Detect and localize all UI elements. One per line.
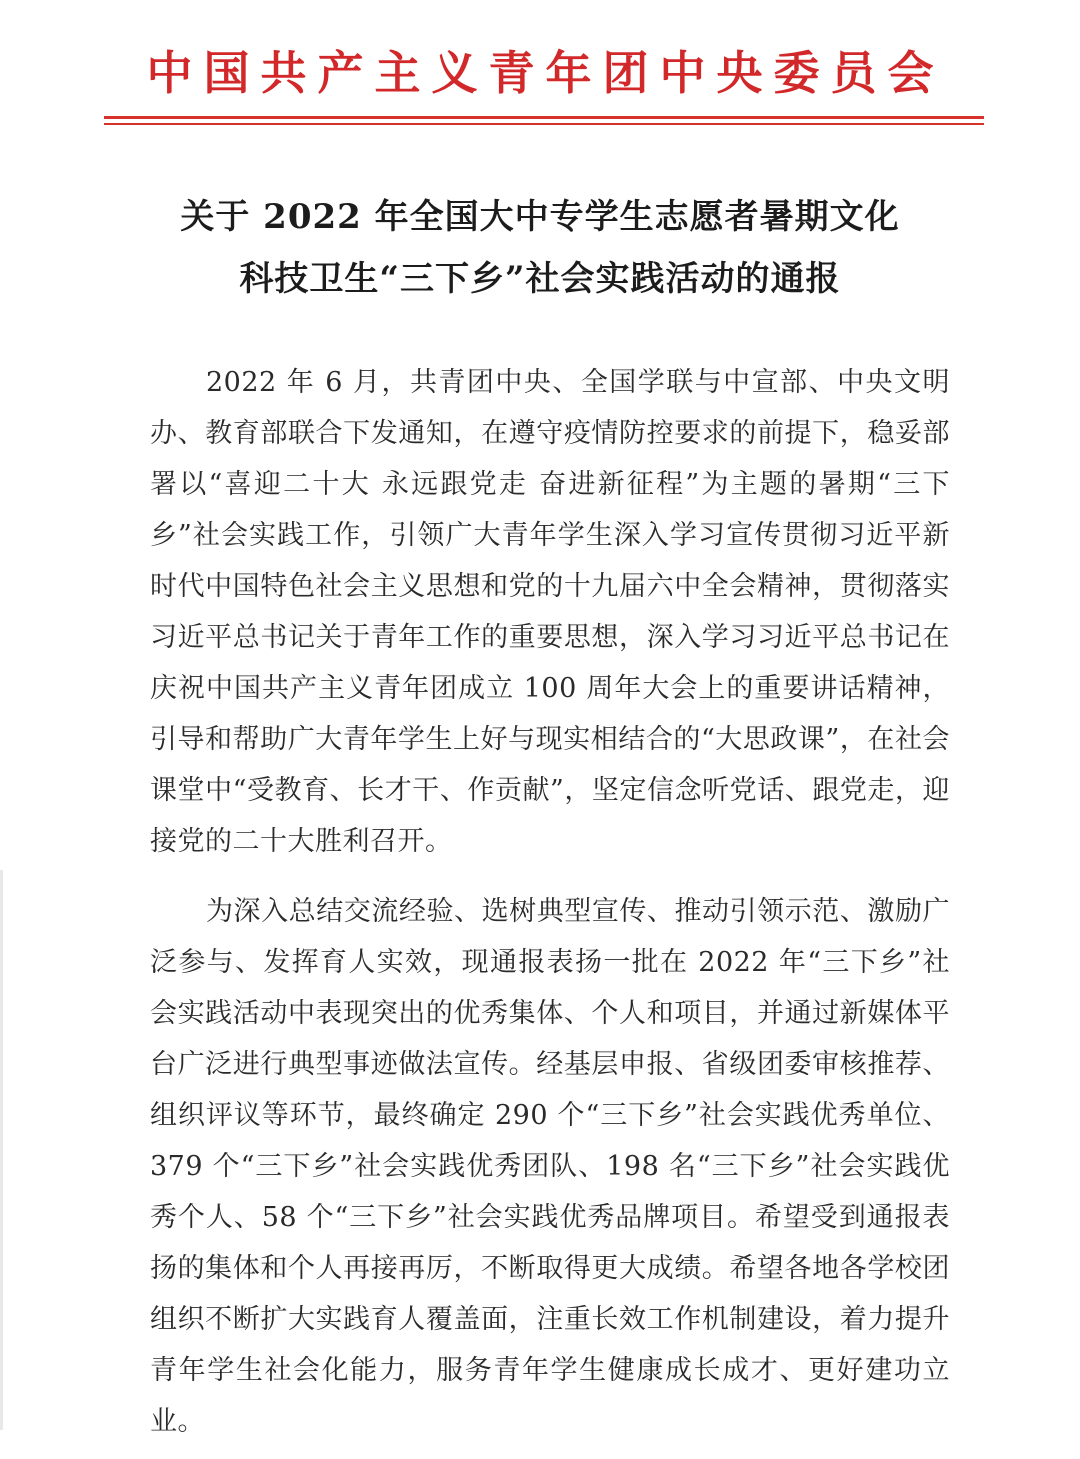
- document-title: [120, 186, 960, 310]
- letterhead-rule-thick: [104, 116, 984, 119]
- document-title-line-2: 科技卫生“三下乡”社会实践活动的通报: [239, 259, 841, 299]
- letterhead-organization: 中国共产主义青年团中央委员会: [146, 46, 945, 100]
- letterhead-rule-thin: [104, 123, 984, 125]
- document-title-line-1: 关于 2022 年全国大中专学生志愿者暑期文化: [180, 197, 900, 237]
- body-paragraph-1: 2022 年 6 月，共青团中央、全国学联与中宣部、中央文明办、教育部联合下发通知，在遵守疫情防控要求的前提下，稳妥部署以“喜迎二十大 永远跟党走 奋进新征程”为主题的暑期“三下乡”社会实践工作，引领广大青年学生深入学习宣传贯彻习近平新时代中国特色社会主义思想和党的十九届六中全会精神，贯彻落实习近平总书记关于青年工作的重要思想，深入学习习近平总书记在庆祝中国共产主义青年团成立 100 周年大会上的重要讲话精神，引导和帮助广大青年学生上好与现实相结合的“大思政课”，在社会课堂中“受教育、长才干、作贡献”，坚定信念听党话、跟党走，迎接党的二十大胜利召开。: [150, 367, 950, 857]
- scan-edge-shadow: [0, 870, 3, 1430]
- body-paragraph-2: 为深入总结交流经验、选树典型宣传、推动引领示范、激励广泛参与、发挥育人实效，现通报表扬一批在 2022 年“三下乡”社会实践活动中表现突出的优秀集体、个人和项目，并通过新媒体平台广泛进行典型事迹做法宣传。经基层申报、省级团委审核推荐、组织评议等环节，最终确定 290 个“三下乡”社会实践优秀单位、379 个“三下乡”社会实践优秀团队、198 名“三下乡”社会实践优秀个人、58 个“三下乡”社会实践优秀品牌项目。希望受到通报表扬的集体和个人再接再厉，不断取得更大成绩。希望各地各学校团组织不断扩大实践育人覆盖面，注重长效工作机制建设，着力提升青年学生社会化能力，服务青年学生健康成长成才、更好建功立业。: [150, 896, 950, 1437]
